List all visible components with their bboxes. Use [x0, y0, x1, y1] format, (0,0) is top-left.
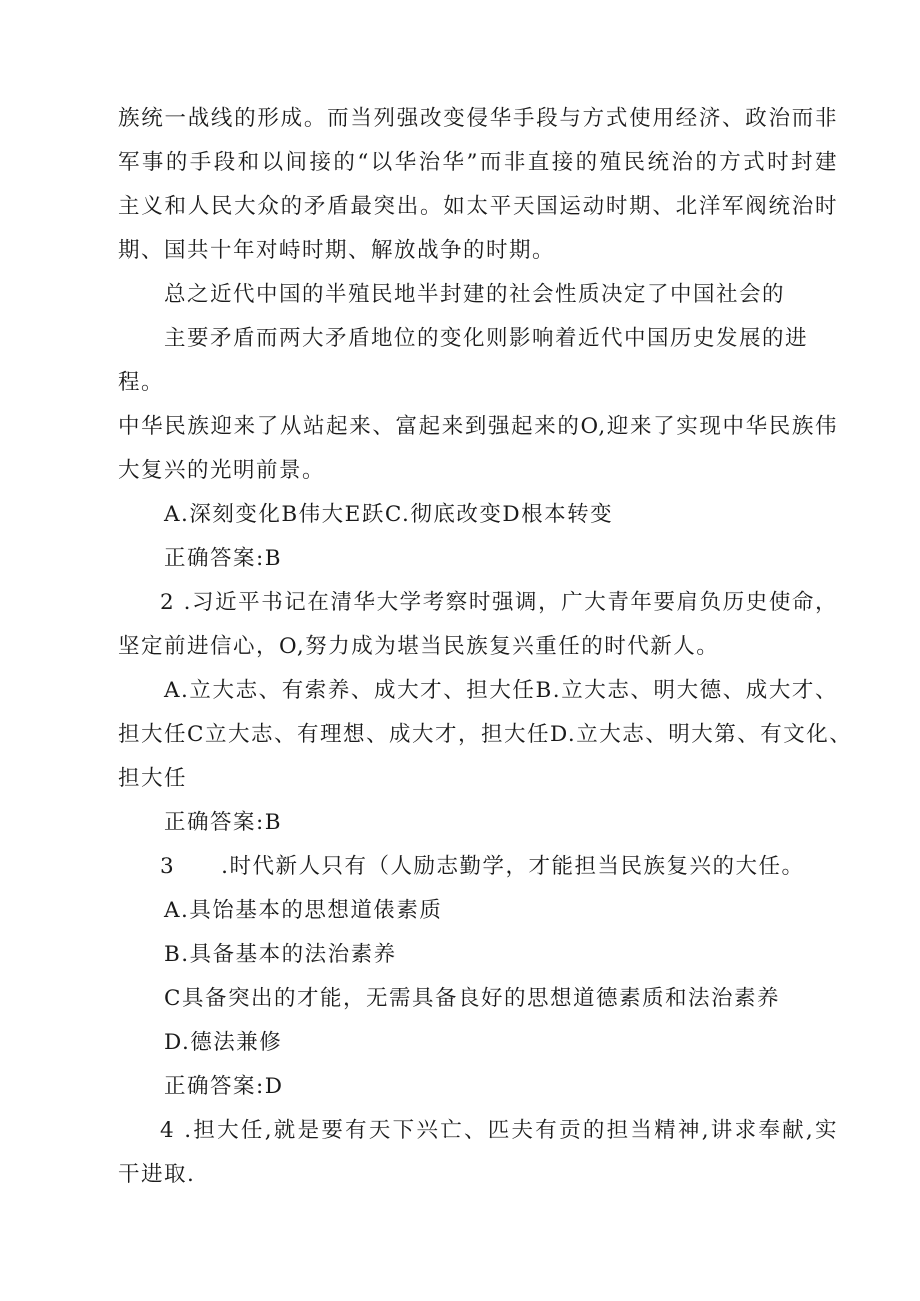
answer-options: 担大任C立大志、有理想、成大才，担大任D.立大志、明大第、有文化、: [118, 722, 853, 747]
paragraph-line: 总之近代中国的半殖民地半封建的社会性质决定了中国社会的: [164, 282, 786, 307]
answer-option-b: B.具备基本的法治素养: [164, 942, 397, 967]
paragraph-line: 族统一战线的形成。而当列强改变侵华手段与方式使用经济、政治而非: [118, 106, 838, 131]
document-page: [118, 97, 853, 1197]
paragraph-line: 程。: [118, 370, 165, 395]
paragraph-line: 主义和人民大众的矛盾最突出。如太平天国运动时期、北洋军阀统治时: [118, 194, 838, 219]
question-stem-line: 2 .习近平书记在清华大学考察时强调，广大青年要肩负历史使命，: [160, 590, 838, 615]
answer-option-c: C具备突出的才能，无需具备良好的思想道德素质和法治素养: [164, 986, 780, 1011]
paragraph-line: 主要矛盾而两大矛盾地位的变化则影响着近代中国历史发展的进: [164, 326, 809, 351]
correct-answer: 正确答案:D: [164, 1074, 284, 1099]
question-stem-line: 大复兴的光明前景。: [118, 458, 326, 483]
question-stem-line: 3 .时代新人只有（人励志勤学，才能担当民族复兴的大任。: [160, 854, 805, 879]
answer-option-a: A.具饴基本的思想道俵素质: [164, 898, 443, 923]
question-stem-line: 干进取.: [118, 1162, 196, 1187]
correct-answer: 正确答案:B: [164, 810, 283, 835]
answer-options: 担大任: [118, 766, 188, 791]
question-stem-line: 坚定前进信心，O,努力成为堪当民族复兴重任的时代新人。: [118, 634, 720, 659]
paragraph-line: 期、国共十年对峙时期、解放战争的时期。: [118, 238, 556, 263]
answer-option-d: D.德法兼修: [164, 1030, 283, 1055]
answer-options: A.立大志、有索养、成大才、担大任B.立大志、明大德、成大才、: [164, 678, 838, 703]
answer-options: A.深刻变化B伟大E跃C.彻底改变D根本转变: [164, 502, 614, 527]
paragraph-line: 军事的手段和以间接的“以华治华”而非直接的殖民统治的方式时封建: [118, 150, 838, 175]
question-stem-line: 中华民族迎来了从站起来、富起来到强起来的O,迎来了实现中华民族伟: [118, 414, 838, 439]
question-stem-line: 4 .担大任,就是要有天下兴亡、匹夫有贡的担当精神,讲求奉献,实: [160, 1118, 838, 1143]
correct-answer: 正确答案:B: [164, 546, 283, 571]
